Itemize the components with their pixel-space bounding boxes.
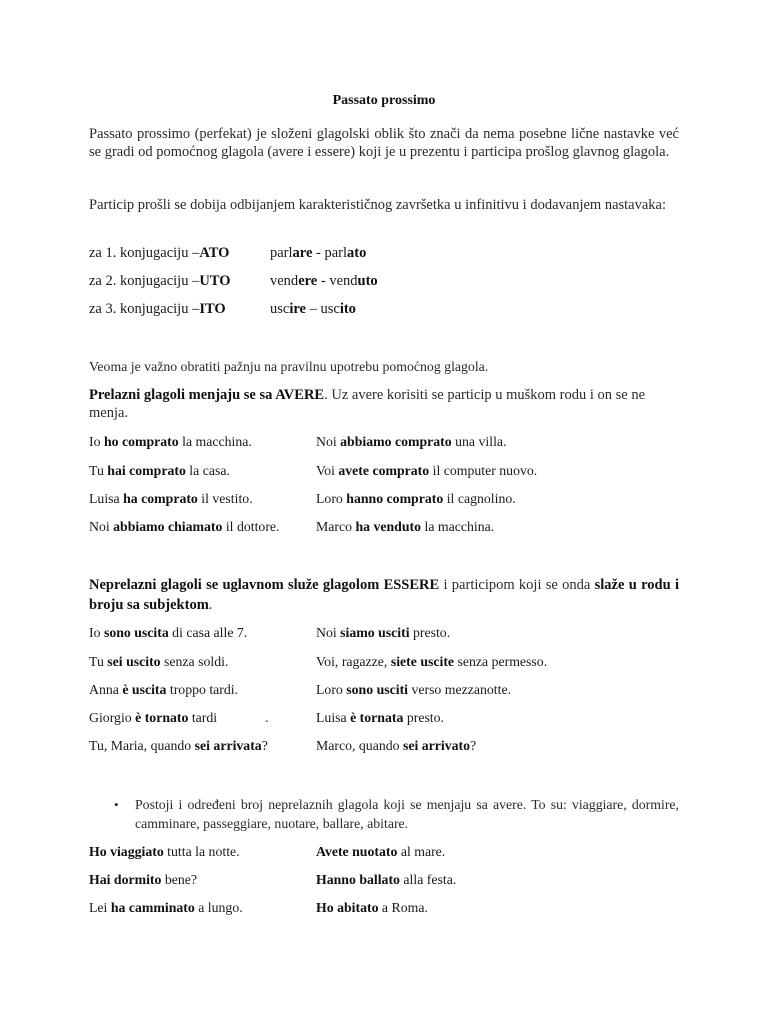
text-run: usc — [270, 301, 290, 317]
bold-text: sei arrivata — [194, 738, 262, 753]
bold-text: ho comprato — [103, 434, 179, 449]
bold-text: ere — [298, 273, 318, 289]
example-right — [316, 463, 537, 479]
example-right — [316, 654, 547, 670]
example-left — [89, 710, 269, 726]
bold-text: ito — [339, 301, 356, 317]
text-run: Io — [89, 434, 104, 449]
essere-intro-paragraph — [89, 575, 679, 615]
text-run: bene? — [161, 872, 198, 887]
conjugation-label: za 1. konjugaciju –ATO — [89, 245, 230, 261]
text-run: Noi — [316, 434, 341, 449]
text-run: a Roma. — [378, 900, 428, 915]
text-run: ? — [470, 738, 477, 753]
example-left — [89, 434, 252, 450]
bullet-text: Postoji i određeni broj neprelaznih glagola koji se menjaju sa avere. To su: viaggiare, dormire, camminare, passeggiare, nuotare, ballare, abitare. — [135, 797, 679, 831]
bold-text: are — [292, 245, 313, 261]
bold-text: è tornato — [135, 710, 189, 725]
example-right — [316, 519, 494, 535]
text-run: Anna — [89, 682, 123, 697]
bold-text: siete uscite — [390, 654, 455, 669]
text-run: . — [265, 710, 269, 725]
example-right — [316, 682, 511, 698]
bold-text: Prelazni glagoli menjaju se sa AVERE — [89, 387, 325, 403]
text-run: la macchina. — [178, 434, 252, 449]
example-left — [89, 682, 238, 698]
bold-text: sei arrivato — [402, 738, 471, 753]
bold-text: hai comprato — [107, 463, 186, 478]
bold-text: ire — [289, 301, 306, 317]
auxiliary-note: Veoma je važno obratiti pažnju na pravilnu upotrebu pomoćnog glagola. — [89, 359, 489, 374]
example-left — [89, 872, 197, 888]
text-run: Luisa — [316, 710, 351, 725]
text-run: il vestito. — [197, 491, 253, 506]
example-right — [316, 625, 450, 641]
bold-text: sei uscito — [107, 654, 161, 669]
example-left — [89, 738, 268, 754]
text-run: la macchina. — [421, 519, 495, 534]
conjugation-example — [270, 301, 356, 318]
text-run: Noi — [316, 625, 341, 640]
intro-paragraph: Passato prossimo (perfekat) je složeni glagolski oblik što znači da nema posebne lične nastavke već se gradi od pomoćnog glagola (avere i essere) koji je u prezentu i participa prošlog glavnog glagola. — [89, 126, 679, 160]
text-run: Loro — [316, 682, 347, 697]
text-run: senza soldi. — [160, 654, 229, 669]
text-run: i participom koji se onda — [439, 577, 595, 593]
example-right — [316, 738, 476, 754]
text-run: . Uz avere korisiti se particip u muškom rodu i on se ne menja. — [89, 387, 646, 421]
text-run: al mare. — [397, 844, 446, 859]
text-run: Luisa — [89, 491, 124, 506]
text-run: tutta la notte. — [163, 844, 240, 859]
bold-text: sono usciti — [346, 682, 408, 697]
bold-text: abbiamo comprato — [340, 434, 452, 449]
text-run: Loro — [316, 491, 347, 506]
text-run: la casa. — [185, 463, 230, 478]
text-run: Marco — [316, 519, 356, 534]
bold-text: hanno comprato — [346, 491, 444, 506]
text-run: senza permesso. — [454, 654, 548, 669]
bold-text: abbiamo chiamato — [113, 519, 223, 534]
text-run: vend — [270, 273, 299, 289]
bold-text: è tornata — [350, 710, 404, 725]
example-left — [89, 625, 247, 641]
conjugation-example — [270, 273, 378, 290]
text-run: Tu — [89, 463, 108, 478]
example-left — [89, 654, 228, 670]
text-run: alla festa. — [399, 872, 457, 887]
text-run: parl — [270, 245, 293, 261]
bold-text: ha camminato — [110, 900, 195, 915]
text-run: verso mezzanotte. — [408, 682, 512, 697]
conjugation-example — [270, 245, 366, 262]
example-right — [316, 710, 444, 726]
example-right — [316, 900, 428, 916]
bold-text: siamo usciti — [340, 625, 410, 640]
text-run: . — [208, 597, 213, 613]
text-run: troppo tardi. — [166, 682, 239, 697]
text-run: Io — [89, 625, 104, 640]
example-left — [89, 463, 230, 479]
text-run: una villa. — [451, 434, 507, 449]
bold-text: avete comprato — [338, 463, 430, 478]
text-run: presto. — [409, 625, 451, 640]
avere-intro-paragraph — [89, 386, 679, 422]
bold-text: Neprelazni glagoli se uglavnom služe glagolom ESSERE — [89, 577, 440, 593]
participle-intro-paragraph: Particip prošli se dobija odbijanjem karakterističnog završetka u infinitivu i dodavanjem nastavaka: — [89, 197, 667, 213]
text-run: Giorgio — [89, 710, 136, 725]
bold-text: Hai dormito — [89, 872, 162, 887]
example-right — [316, 872, 456, 888]
bold-text: Ho viaggiato — [89, 844, 164, 859]
text-run: il dottore. — [222, 519, 280, 534]
bold-text: Avete nuotato — [316, 844, 398, 859]
text-run: Voi — [316, 463, 339, 478]
example-left — [89, 491, 253, 507]
text-run: tardi — [188, 710, 218, 725]
bold-text: uto — [357, 273, 378, 289]
page-title: Passato prossimo — [332, 93, 436, 108]
bold-text: è uscita — [122, 682, 167, 697]
example-left — [89, 900, 243, 916]
example-right — [316, 844, 445, 860]
bold-text: Hanno ballato — [316, 872, 400, 887]
example-left — [89, 519, 280, 535]
text-run: - parl — [312, 245, 348, 261]
example-right — [316, 491, 516, 507]
conjugation-label: za 2. konjugaciju –UTO — [89, 273, 231, 289]
text-run: Tu, Maria, quando — [89, 738, 195, 753]
text-run: il cagnolino. — [443, 491, 516, 506]
bold-text: slaže u rodu i broju sa subjektom — [89, 577, 679, 613]
text-run: Voi, ragazze, — [316, 654, 391, 669]
text-run: Tu — [89, 654, 108, 669]
text-run: a lungo. — [194, 900, 243, 915]
text-run: Marco, quando — [316, 738, 403, 753]
text-run: - vend — [317, 273, 358, 289]
text-run: Lei — [89, 900, 111, 915]
bold-text: sono uscita — [103, 625, 169, 640]
text-run: – usc — [305, 301, 340, 317]
conjugation-label: za 3. konjugaciju –ITO — [89, 301, 226, 317]
text-run: il computer nuovo. — [429, 463, 538, 478]
text-run: di casa alle 7. — [168, 625, 248, 640]
text-run: Noi — [89, 519, 114, 534]
text-run: presto. — [403, 710, 444, 725]
bold-text: ato — [347, 245, 367, 261]
bold-text: ha comprato — [123, 491, 198, 506]
bullet-icon: • — [114, 797, 119, 812]
text-run: ? — [261, 738, 268, 753]
example-right — [316, 434, 506, 450]
bold-text: Ho abitato — [316, 900, 379, 915]
bold-text: ha venduto — [355, 519, 422, 534]
example-left — [89, 844, 240, 860]
